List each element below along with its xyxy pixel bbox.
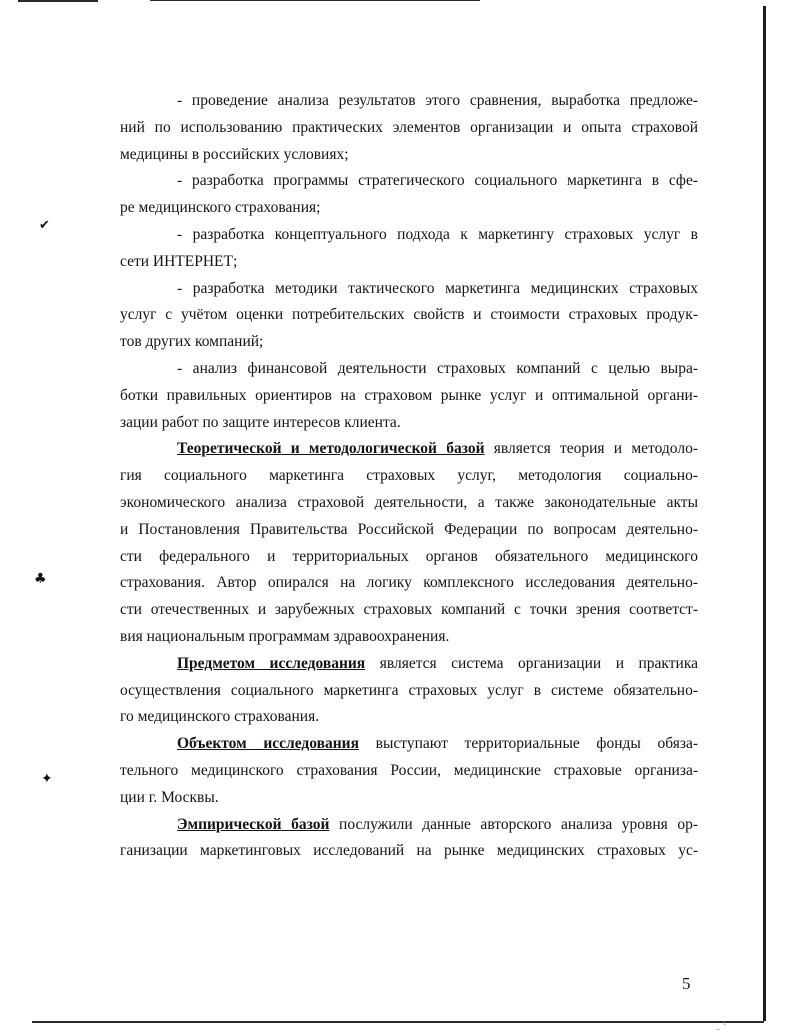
text-line: тельного медицинского страхования России, медицинские страховые организа- — [120, 761, 698, 779]
body-text — [120, 88, 698, 865]
margin-mark-check-icon: ✔ — [39, 218, 50, 233]
paragraph-start-empirical — [120, 812, 698, 839]
page-number: 5 — [682, 974, 691, 993]
text-run: является система организации и практика — [365, 654, 698, 672]
text-line: - разработка концептуального подхода к маркетингу страховых услуг в — [177, 225, 698, 243]
text-run: послужили данные авторского анализа уровня ор- — [329, 815, 698, 833]
text-line: ний по использованию практических элементов организации и опыта страховой — [120, 118, 698, 136]
scan-artifact-right-edge — [763, 6, 766, 1021]
term-empirical-basis: Эмпирической базой — [177, 815, 330, 833]
paragraph-start-subject — [120, 651, 698, 678]
text-line: зации работ по защите интересов клиента. — [120, 413, 401, 431]
scan-artifact-top-center — [150, 0, 480, 1]
text-line: услуг с учётом оценки потребительских свойств и стоимости страховых продук- — [120, 306, 698, 324]
text-line: вия национальным программам здравоохранения. — [120, 627, 450, 645]
margin-mark-corner-icon: ˍ ᵗ — [716, 1021, 727, 1031]
text-line: страхования. Автор опирался на логику комплексного исследования деятельно- — [120, 574, 698, 592]
text-line: го медицинского страхования. — [120, 708, 320, 726]
term-research-subject: Предметом исследования — [177, 654, 366, 672]
text-line: и Постановления Правительства Российской Федерации по вопросам деятельно- — [120, 520, 698, 538]
text-line: ре медицинского страхования; — [120, 199, 321, 217]
text-line: ции г. Москвы. — [120, 788, 219, 806]
text-line: - проведение анализа результатов этого сравнения, выработка предложе- — [177, 92, 698, 109]
text-run: является теория и методоло- — [484, 440, 698, 458]
scan-artifact-bottom-edge — [32, 1021, 764, 1023]
text-line: осуществления социального маркетинга страховых услуг в системе обязательно- — [120, 681, 698, 699]
scan-artifact-top-left — [18, 0, 98, 2]
text-line: ботки правильных ориентиров на страховом рынке услуг и оптимальной органи- — [120, 386, 698, 404]
text-line: ганизации маркетинговых исследований на рынке медицинских страховых ус- — [120, 842, 698, 860]
margin-mark-star-icon: ✦ — [41, 771, 53, 787]
text-line: гия социального маркетинга страховых услуг, методология социально- — [120, 467, 698, 485]
text-line: сти отечественных и зарубежных страховых компаний с точки зрения соответст- — [120, 601, 698, 619]
paragraph-start-object — [120, 731, 698, 758]
text-run: выступают территориальные фонды обяза- — [358, 735, 698, 753]
text-line: тов других компаний; — [120, 333, 264, 351]
margin-mark-club-icon: ♣ — [34, 571, 47, 587]
term-theoretical-basis: Теоретической и методологической базой — [177, 440, 485, 458]
text-line: сети ИНТЕРНЕТ; — [120, 252, 238, 270]
text-line: - разработка программы стратегического социального маркетинга в сфе- — [177, 172, 698, 190]
term-research-object: Объектом исследования — [177, 735, 359, 753]
paragraph-start-theory — [120, 436, 698, 463]
text-line: медицины в российских условиях; — [120, 145, 349, 163]
text-line: экономического анализа страховой деятельности, а также законодательные акты — [120, 493, 698, 511]
text-line: - разработка методики тактического маркетинга медицинских страховых — [177, 279, 698, 297]
text-line: сти федерального и территориальных органов обязательного медицинского — [120, 547, 698, 565]
text-line: - анализ финансовой деятельности страховых компаний с целью выра- — [177, 359, 698, 377]
